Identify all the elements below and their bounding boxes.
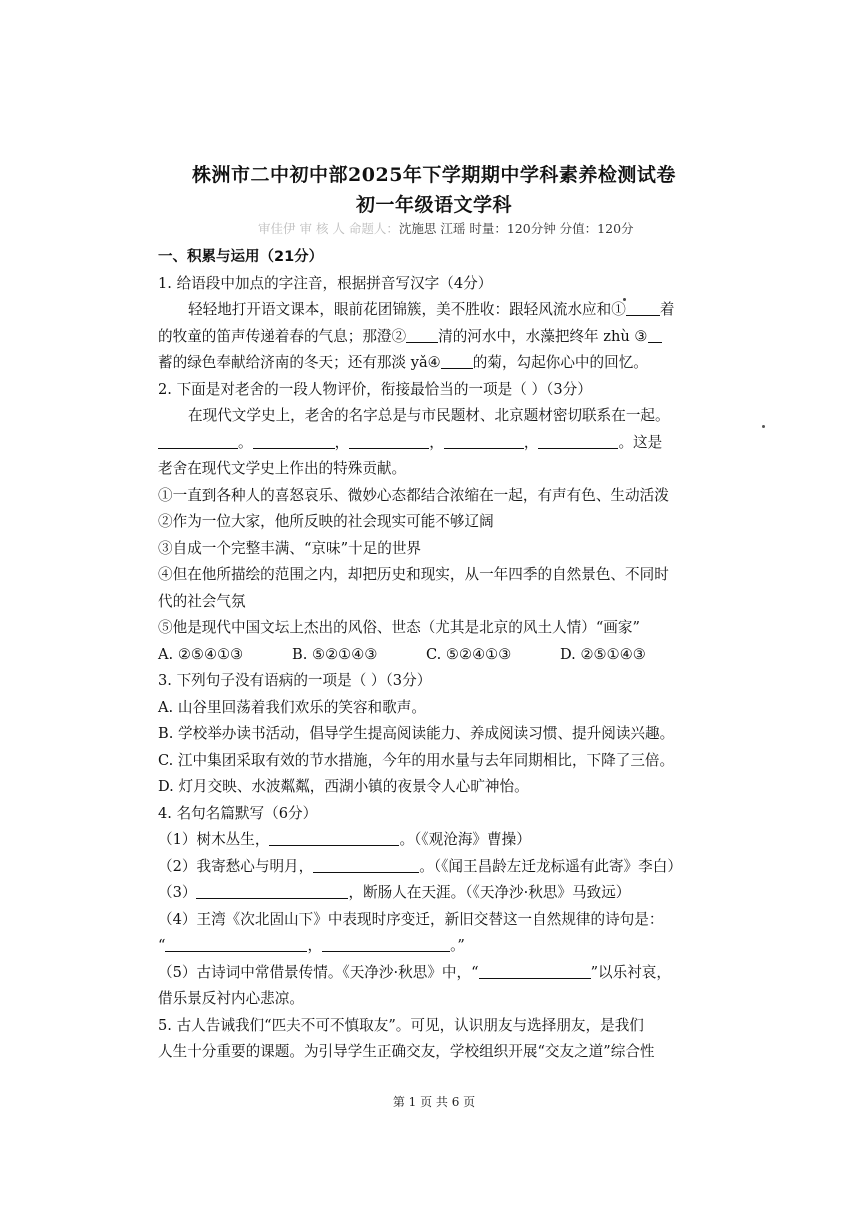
q4-line-4: （4）王湾《次北固山下》中表现时序变迁，新旧交替这一自然规律的诗句是： xyxy=(158,910,664,928)
q4-line-1 xyxy=(158,827,706,854)
q4-text: （2）我寄愁心与明月， xyxy=(158,857,314,875)
answer-blank[interactable] xyxy=(196,882,348,899)
q1-text: 的牧童的笛声传递着春的气息；那澄② xyxy=(158,327,407,345)
exam-meta xyxy=(258,219,678,237)
q4-line-5 xyxy=(158,933,706,960)
answer-blank[interactable] xyxy=(626,299,660,316)
answer-blank[interactable] xyxy=(158,432,238,449)
q5-line-2: 人生十分重要的课题。为引导学生正确交友，学校组织开展“交友之道”综合性 xyxy=(158,1043,655,1060)
exam-body xyxy=(158,244,706,1066)
q4-text: （5）古诗词中常借景传情。《天净沙·秋思》中，“ xyxy=(158,963,479,981)
q4-text: （1）树木丛生， xyxy=(158,831,270,848)
q4-text: “ xyxy=(158,937,166,954)
q2-item: 代的社会气氛 xyxy=(158,592,246,610)
q2-item: ③自成一个完整丰满、“京味”十足的世界 xyxy=(158,539,422,557)
punct: ， xyxy=(429,433,444,451)
q2-item: ①一直到各种人的喜怒哀乐、微妙心态都结合浓缩在一起，有声有色、生动活泼 xyxy=(158,486,669,504)
option-a[interactable]: A. 山谷里回荡着我们欢乐的笑容和歌声。 xyxy=(158,698,426,716)
option-b[interactable]: B. ⑤②①④③ xyxy=(292,645,378,663)
q2-item: ④但在他所描绘的范围之内，却把历史和现实，从一年四季的自然景色、不同时 xyxy=(158,566,669,583)
q3-stem: 3. 下列句子没有语病的一项是（ ）（3分） xyxy=(158,672,432,689)
q2-stem: 2. 下面是对老舍的一段人物评价，衔接最恰当的一项是（ ）（3分） xyxy=(158,380,592,398)
q1-line-2 xyxy=(158,324,706,351)
q1-text: 清的河水中，水藻把终年 zhù ③ xyxy=(438,327,648,345)
q4-text: ， xyxy=(307,937,323,954)
answer-blank[interactable] xyxy=(313,856,419,873)
q2-options xyxy=(158,642,706,669)
punct: 。 xyxy=(238,433,253,451)
q4-line-3 xyxy=(158,880,706,907)
answer-blank[interactable] xyxy=(322,935,450,952)
q4-text: 。（《观沧海》曹操） xyxy=(399,831,531,848)
q1-text: 蓄的绿色奉献给济南的冬天；还有那淡 yǎ④ xyxy=(158,354,441,371)
q4-line-7: 借乐景反衬内心悲凉。 xyxy=(158,990,304,1007)
q2-para-end: 老舍在现代文学史上作出的特殊贡献。 xyxy=(158,460,407,477)
answer-blank[interactable] xyxy=(479,962,591,979)
answer-blank[interactable] xyxy=(349,432,429,449)
answer-blank[interactable] xyxy=(444,432,524,449)
answer-blank[interactable] xyxy=(406,326,438,343)
q4-line-2 xyxy=(158,854,706,881)
option-c[interactable]: C. ⑤②④①③ xyxy=(426,645,512,663)
q4-text: 。（《闻王昌龄左迁龙标遥有此寄》李白） xyxy=(419,857,682,875)
q1-text: 轻轻地打开语文课本，眼前花团锦簇，美不胜收：跟轻风流水应和① xyxy=(188,301,626,318)
q2-item: ②作为一位大家，他所反映的社会现实可能不够辽阔 xyxy=(158,513,494,530)
q1-line-3 xyxy=(158,350,706,377)
option-b[interactable]: B. 学校举办读书活动，倡导学生提高阅读能力、养成阅读习惯、提升阅读兴趣。 xyxy=(158,725,675,742)
answer-blank[interactable] xyxy=(441,352,473,369)
q4-stem: 4. 名句名篇默写（6分） xyxy=(158,804,318,822)
exam-title: 株洲市二中初中部2025年下学期期中学科素养检测试卷 xyxy=(192,164,676,186)
q1-text: 着 xyxy=(659,301,675,318)
exam-subtitle: 初一年级语文学科 xyxy=(355,194,512,216)
punct: 。这是 xyxy=(618,433,663,451)
punct: ， xyxy=(334,433,350,451)
q5-line-1: 5. 古人告诫我们“匹夫不可不慎取友”。可见，认识朋友与选择朋友，是我们 xyxy=(158,1016,644,1034)
answer-blank[interactable] xyxy=(269,829,399,846)
option-d[interactable]: D. 灯月交映、水波粼粼，西湖小镇的夜景令人心旷神怡。 xyxy=(158,778,529,795)
answer-blank[interactable] xyxy=(253,432,335,449)
q4-text: ”以乐衬哀， xyxy=(590,963,671,981)
option-c[interactable]: C. 江中集团采取有效的节水措施，今年的用水量与去年同期相比，下降了三倍。 xyxy=(158,751,675,769)
option-d[interactable]: D. ②⑤①④③ xyxy=(560,645,646,663)
answer-blank[interactable] xyxy=(165,935,307,952)
q4-text: 。” xyxy=(450,937,465,954)
answer-blank[interactable] xyxy=(538,432,618,449)
q1-text: 的菊，勾起你心中的回忆。 xyxy=(472,354,648,371)
page-footer: 第 1 页 共 6 页 xyxy=(392,1095,476,1109)
answer-blank[interactable] xyxy=(648,326,662,343)
q1-stem: 1. 给语段中加点的字注音，根据拼音写汉字（4分） xyxy=(158,274,493,292)
q1-line-1 xyxy=(158,297,706,324)
q4-line-6 xyxy=(158,960,706,987)
meta-faded: 审佳伊 审 核 人 命题人： xyxy=(258,221,399,236)
section-heading: 一、积累与运用（21分） xyxy=(158,249,324,265)
q2-item: ⑤他是现代中国文坛上杰出的风俗、世态（尤其是北京的风土人情）“画家” xyxy=(158,619,640,636)
scan-speck xyxy=(762,425,765,428)
q2-blank-line xyxy=(158,430,706,457)
meta-visible: 沈施思 江瑶 时量：120分钟 分值：120分 xyxy=(398,221,634,236)
punct: ， xyxy=(523,433,539,451)
q4-text: （3） xyxy=(158,884,197,901)
q4-text: ，断肠人在天涯。（《天净沙·秋思》马致远） xyxy=(348,884,631,901)
option-a[interactable]: A. ②⑤④①③ xyxy=(158,645,244,663)
q2-para: 在现代文学史上，老舍的名字总是与市民题材、北京题材密切联系在一起。 xyxy=(188,407,670,424)
